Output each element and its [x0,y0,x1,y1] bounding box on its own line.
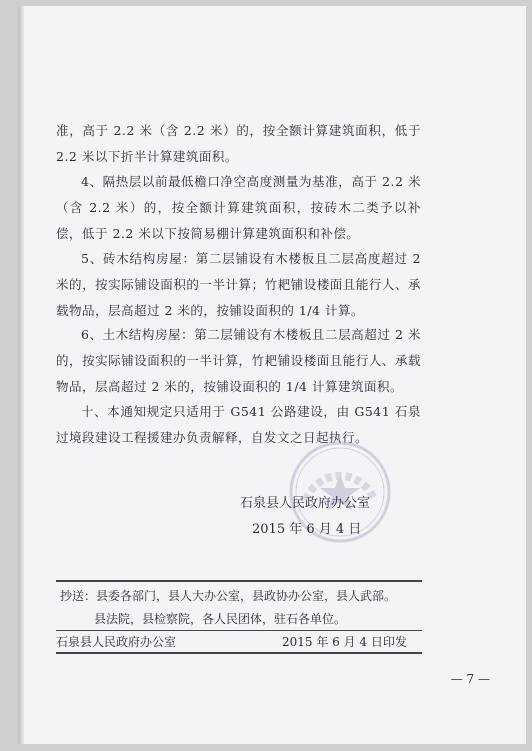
signature-date: 2015 年 6 月 4 日 [252,522,362,537]
document-page [18,6,526,744]
paragraph-item-5: 5、砖木结构房屋：第二层铺设有木楼板且二层高度超过 2 米的，按实际铺设面积的一半计算；竹耙铺设楼面且能行人、承载物品，层高超过 2 米的，按铺设面积的 1/4 计算。 [56,251,421,318]
footer-top-rule [56,580,422,582]
paragraph-item-4: 4、隔热层以前最低檐口净空高度测量为基准，高于 2.2 米（含 2.2 米）的，按全额计算建筑面积，按砖木二类予以补偿，低于 2.2 米以下按简易棚计算建筑面积和补偿。 [56,174,421,241]
page-binding-edge [18,6,24,744]
issuer-office: 石泉县人民政府办公室 [56,635,177,649]
cc-line-2: 县法院，县检察院，各人民团体，驻石各单位。 [94,612,347,626]
cc-line-1: 抄送：县委各部门，县人大办公室，县政协办公室，县人武部。 [60,589,397,603]
paragraph-item-10: 十、本通知规定只适用于 G541 公路建设，由 G541 石泉过境段建设工程援建办负责解释，自发文之日起执行。 [56,404,421,445]
page-content [56,6,516,744]
page-number: — 7 — [450,672,490,686]
footer-mid-rule [56,630,422,631]
signature-office: 石泉县人民政府办公室 [240,496,371,511]
issue-date: 2015 年 6 月 4 日印发 [282,635,407,649]
paragraph-item-6: 6、土木结构房屋：第二层铺设有木楼板且二层高超过 2 米的，按实际铺设面积的一半计算，竹耙铺设楼面且能行人、承载物品，层高超过 2 米的，按铺设面积的 1/4 计算建筑面积。 [56,327,421,394]
footer-bottom-rule [56,652,422,654]
paragraph-continued: 准，高于 2.2 米（含 2.2 米）的，按全额计算建筑面积，低于 2.2 米以下折半计算建筑面积。 [56,123,421,164]
